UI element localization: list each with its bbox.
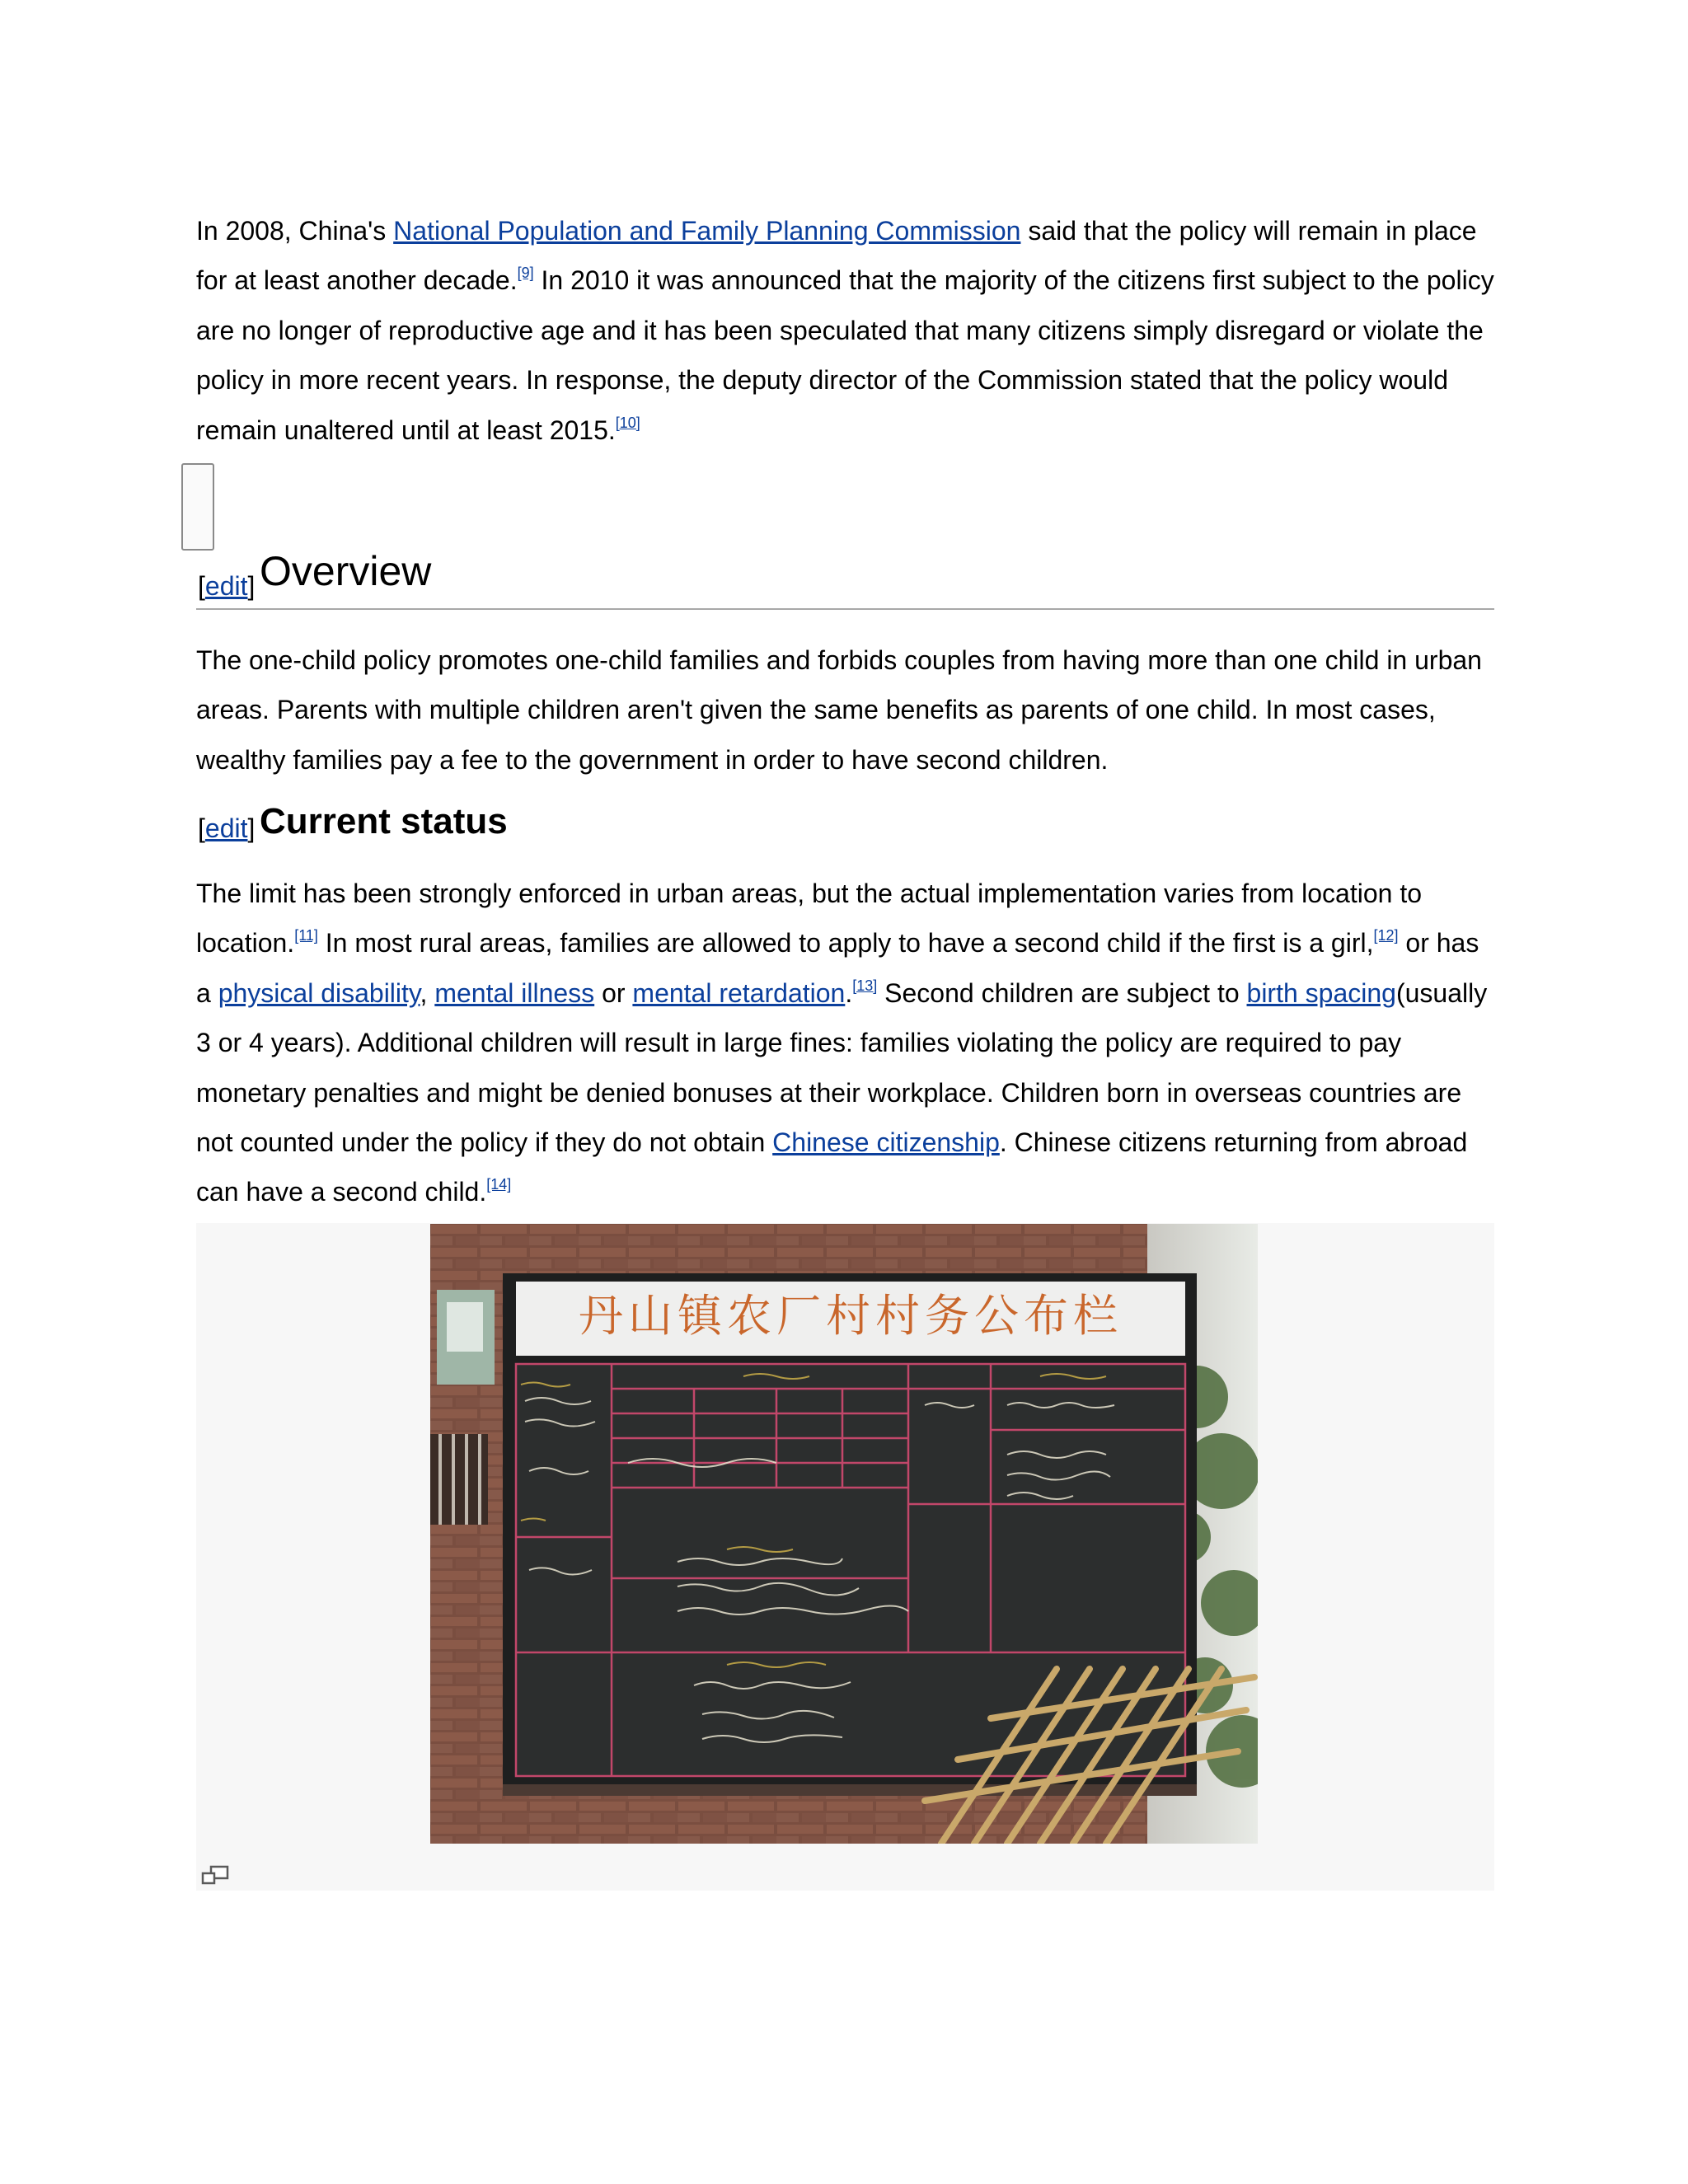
overview-body: [196, 635, 1494, 785]
paragraph-current-status: [196, 869, 1494, 1217]
link-npfpc[interactable]: National Population and Family Planning Commission: [393, 216, 1021, 246]
text: . Chinese citizens returning from abroad can have a second child.: [196, 1127, 1468, 1207]
text: or: [594, 977, 633, 1008]
reference-14[interactable]: [14]: [486, 1176, 512, 1193]
text: In most rural areas, families are allowed to apply to have a second child if the first is a girl,: [317, 928, 1374, 958]
bracket: ]: [247, 571, 256, 601]
bracket: [: [198, 813, 205, 843]
edit-link-current-status[interactable]: edit: [204, 813, 248, 843]
board-title: 丹山镇农厂村村务公布栏: [579, 1290, 1123, 1342]
text: said that the policy will remain in place for at least another decade.: [196, 216, 1477, 296]
reference-11[interactable]: [11]: [294, 927, 318, 944]
text: (usually 3 or 4 years). Additional children will result in large fines: families violating the policy are required to pay monetary penalties and might be denied bonuses at their workplace. Children born in overseas countries are not counted under the policy if they do not obtain: [196, 977, 1488, 1158]
reference-12[interactable]: [12]: [1373, 927, 1399, 944]
link-physical-disability[interactable]: physical disability: [218, 977, 420, 1008]
link-mental-retardation[interactable]: mental retardation: [632, 977, 846, 1008]
reference-9[interactable]: [9]: [517, 265, 534, 282]
link-chinese-citizenship[interactable]: Chinese citizenship: [772, 1127, 1000, 1158]
section-heading-overview: [196, 548, 1494, 610]
magnify-icon[interactable]: [201, 1865, 229, 1886]
section-heading-current-status: [196, 799, 1494, 849]
current-status-body: [196, 869, 1494, 1217]
text: ,: [420, 977, 435, 1008]
bracket: ]: [247, 813, 256, 843]
edit-section-overview: [198, 571, 255, 602]
link-birth-spacing[interactable]: birth spacing: [1246, 977, 1396, 1008]
link-mental-illness[interactable]: mental illness: [434, 977, 595, 1008]
overview-title: Overview: [260, 548, 432, 594]
text: or has a: [196, 928, 1479, 1008]
current-status-title: Current status: [260, 801, 508, 841]
text: In 2010 it was announced that the majority of the citizens first subject to the policy are no longer of reproductive age and it has been speculated that many citizens simply disregard or violate the policy in more recent years. In response, the deputy director of the Commission stated that the policy would remain unaltered until at least 2015.: [196, 265, 1494, 445]
photo-svg: [430, 1224, 1258, 1844]
village-notice-board-photo[interactable]: [430, 1224, 1258, 1844]
text: Second children are subject to: [877, 977, 1247, 1008]
paragraph-policy-2008: [196, 206, 1494, 455]
edit-link-overview[interactable]: edit: [204, 571, 248, 601]
reference-10[interactable]: [10]: [615, 414, 640, 431]
text: .: [845, 977, 853, 1008]
article-body: [196, 206, 1494, 455]
text: The limit has been strongly enforced in urban areas, but the actual implementation varies from location to location.: [196, 879, 1423, 958]
reference-13[interactable]: [13]: [852, 977, 878, 994]
bracket: [: [198, 571, 205, 601]
paragraph-overview: The one-child policy promotes one-child families and forbids couples from having more than one child in urban areas. Parents with multiple children aren't given the same benefits as parents of one child. In most cases, wealthy families pay a fee to the government in order to have second children.: [196, 645, 1482, 775]
broken-image-placeholder: [181, 463, 214, 551]
text: In 2008, China's: [196, 216, 394, 246]
edit-section-current-status: [198, 813, 255, 844]
